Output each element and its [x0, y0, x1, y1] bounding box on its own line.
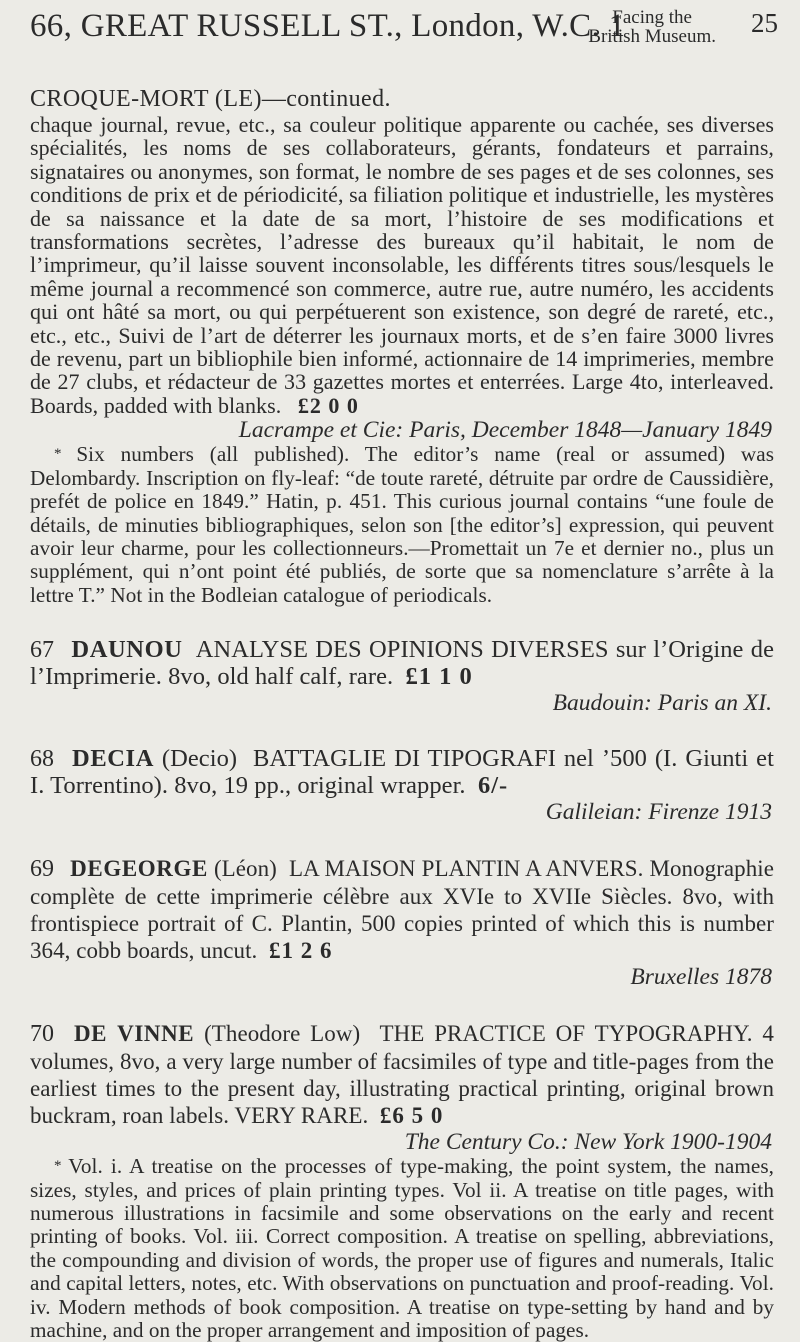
page-number: 25: [751, 8, 778, 38]
bibliographic-note: [30, 443, 774, 607]
dealer-address: 66, GREAT RUSSELL ST., London, W.C. 1: [30, 8, 626, 44]
lot-number: 69: [30, 856, 55, 883]
catalogue-entry: [30, 746, 774, 825]
lot-number: 70: [30, 1021, 55, 1048]
entry-heading: [30, 855, 774, 964]
entry-heading: [30, 746, 774, 799]
continued-heading: CROQUE-MORT (LE)—continued.: [30, 86, 391, 112]
lot-number: 67: [30, 637, 55, 664]
author-forename: (Decio): [161, 745, 238, 773]
imprint: The Century Co.: New York 1900-1904: [404, 1129, 772, 1156]
catalogue-body: [30, 86, 774, 1342]
author-forename: (Theodore Low): [204, 1021, 361, 1047]
entry-heading: [30, 1020, 774, 1129]
author-name: DEGEORGE: [70, 856, 208, 882]
author-name: DAUNOU: [71, 636, 183, 664]
entry-title: THE PRACTICE OF TYPOGRAPHY. 4 volumes, 8vo, a very large number of facsimiles of type and title-pages from the earliest times to the present day, illustrating practical printing, original brown buckram, roan labels. VERY RARE.: [30, 1021, 774, 1129]
catalogue-entry: [30, 637, 774, 716]
asterism-icon: *: [54, 446, 61, 463]
lot-number: 68: [30, 746, 55, 773]
catalogue-entry: [30, 1020, 774, 1342]
note-text: Six numbers (all published). The editor’s name (real or assumed) was Delombardy. Inscription on fly-leaf: “de toute rareté, détruite par ordre de Caussidière, prefét de police en 1849.” Hatin, p. 451. This curious journal contains “une foule de détails, de minuties bibliographiques, selon son [the editor’s] expression, qui peuvent avoir leur charme, pour les collectionneurs.—Promettait un 7e et dernier no., plus un supplément, qui n’ont point été publiés, de sorte que sa nomenclature s’arrête à la lettre T.” Not in the Bodleian catalogue of periodicals.: [30, 442, 774, 607]
catalogue-entry: [30, 855, 774, 990]
facing-line-2: British Museum.: [588, 26, 716, 47]
imprint: Baudouin: Paris an XI.: [552, 690, 772, 717]
price: 6/-: [477, 771, 509, 799]
facing-note: [588, 8, 716, 46]
price: £2 0 0: [297, 392, 359, 418]
entry-title: LA MAISON PLANTIN A ANVERS. Monographie complète de cette imprimerie célèbre aux XVIe to XVIIe Siècles. 8vo, with frontispiece portrait of C. Plantin, 500 copies printed of which this is number 364, cobb boards, uncut.: [30, 856, 774, 964]
bibliographic-note: [30, 1155, 774, 1342]
author-name: DE VINNE: [73, 1021, 195, 1047]
entry-description: [30, 113, 774, 417]
running-header: [30, 6, 778, 62]
price: £6 5 0: [379, 1103, 444, 1129]
imprint: Galileian: Firenze 1913: [545, 799, 772, 826]
asterism-icon: *: [54, 1158, 61, 1175]
entry-heading: [30, 637, 774, 690]
entry-title: ANALYSE DES OPINIONS DIVERSES sur l’Origine de l’Imprimerie. 8vo, old half calf, rare.: [30, 636, 774, 690]
facing-line-1: Facing the: [612, 7, 692, 28]
price: £1 1 0: [405, 662, 473, 690]
note-text: Vol. i. A treatise on the processes of type-making, the point system, the names, sizes, styles, and prices of plain printing types. Vol ii. A treatise on title pages, with numerous illustrations in facsimile and some observations on the early and recent printing of books. Vol. iii. Correct composition. A treatise on spelling, abbreviations, the compounding and division of words, the proper use of figures and numerals, Italic and capital letters, notes, etc. With observations on punctuation and proof-reading. Vol. iv. Modern methods of book composition. A treatise on type-setting by hand and by machine, and on the proper arrangement and imposition of pages.: [30, 1154, 775, 1342]
author-forename: (Léon): [213, 856, 277, 882]
price: £1 2 6: [268, 938, 333, 964]
imprint: Lacrampe et Cie: Paris, December 1848—January 1849: [238, 417, 772, 444]
description-text: chaque journal, revue, etc., sa couleur politique apparente ou cachée, ses diverses spécialités, les noms de ses collaborateurs, gérants, fondateurs et parrains, signataires ou anonymes, son format, le nombre de ses pages et de ses colonnes, ses conditions de prix et de périodicité, sa filiation politique et industrielle, les mystères de sa naissance et la date de sa mort, l’histoire de ses modifications et transformations secrètes, l’adresse des bureaux qu’il habitait, le nom de l’imprimeur, qu’il laisse souvent inconsolable, les différents titres sous/lesquels le même journal a recommencé son commerce, autre rue, autre numéro, les accidents qui ont hâté sa mort, ou qui perpétuerent son existence, son degré de rareté, etc., etc., etc., Suivi de l’art de déterrer les journaux morts, et de s’en faire 3000 livres de revenu, part un bibliophile bien informé, actionnaire de 14 imprimeries, membre de 27 clubs, et rédacteur de 33 gazettes mortes et enterrées. Large 4to, interleaved. Boards, padded with blanks.: [30, 112, 774, 418]
entry-title: BATTAGLIE DI TIPOGRAFI nel ’500 (I. Giunti et I. Torrentino). 8vo, 19 pp., original wrapper.: [30, 745, 774, 799]
author-name: DECIA: [72, 745, 154, 773]
imprint: Bruxelles 1878: [630, 964, 772, 991]
